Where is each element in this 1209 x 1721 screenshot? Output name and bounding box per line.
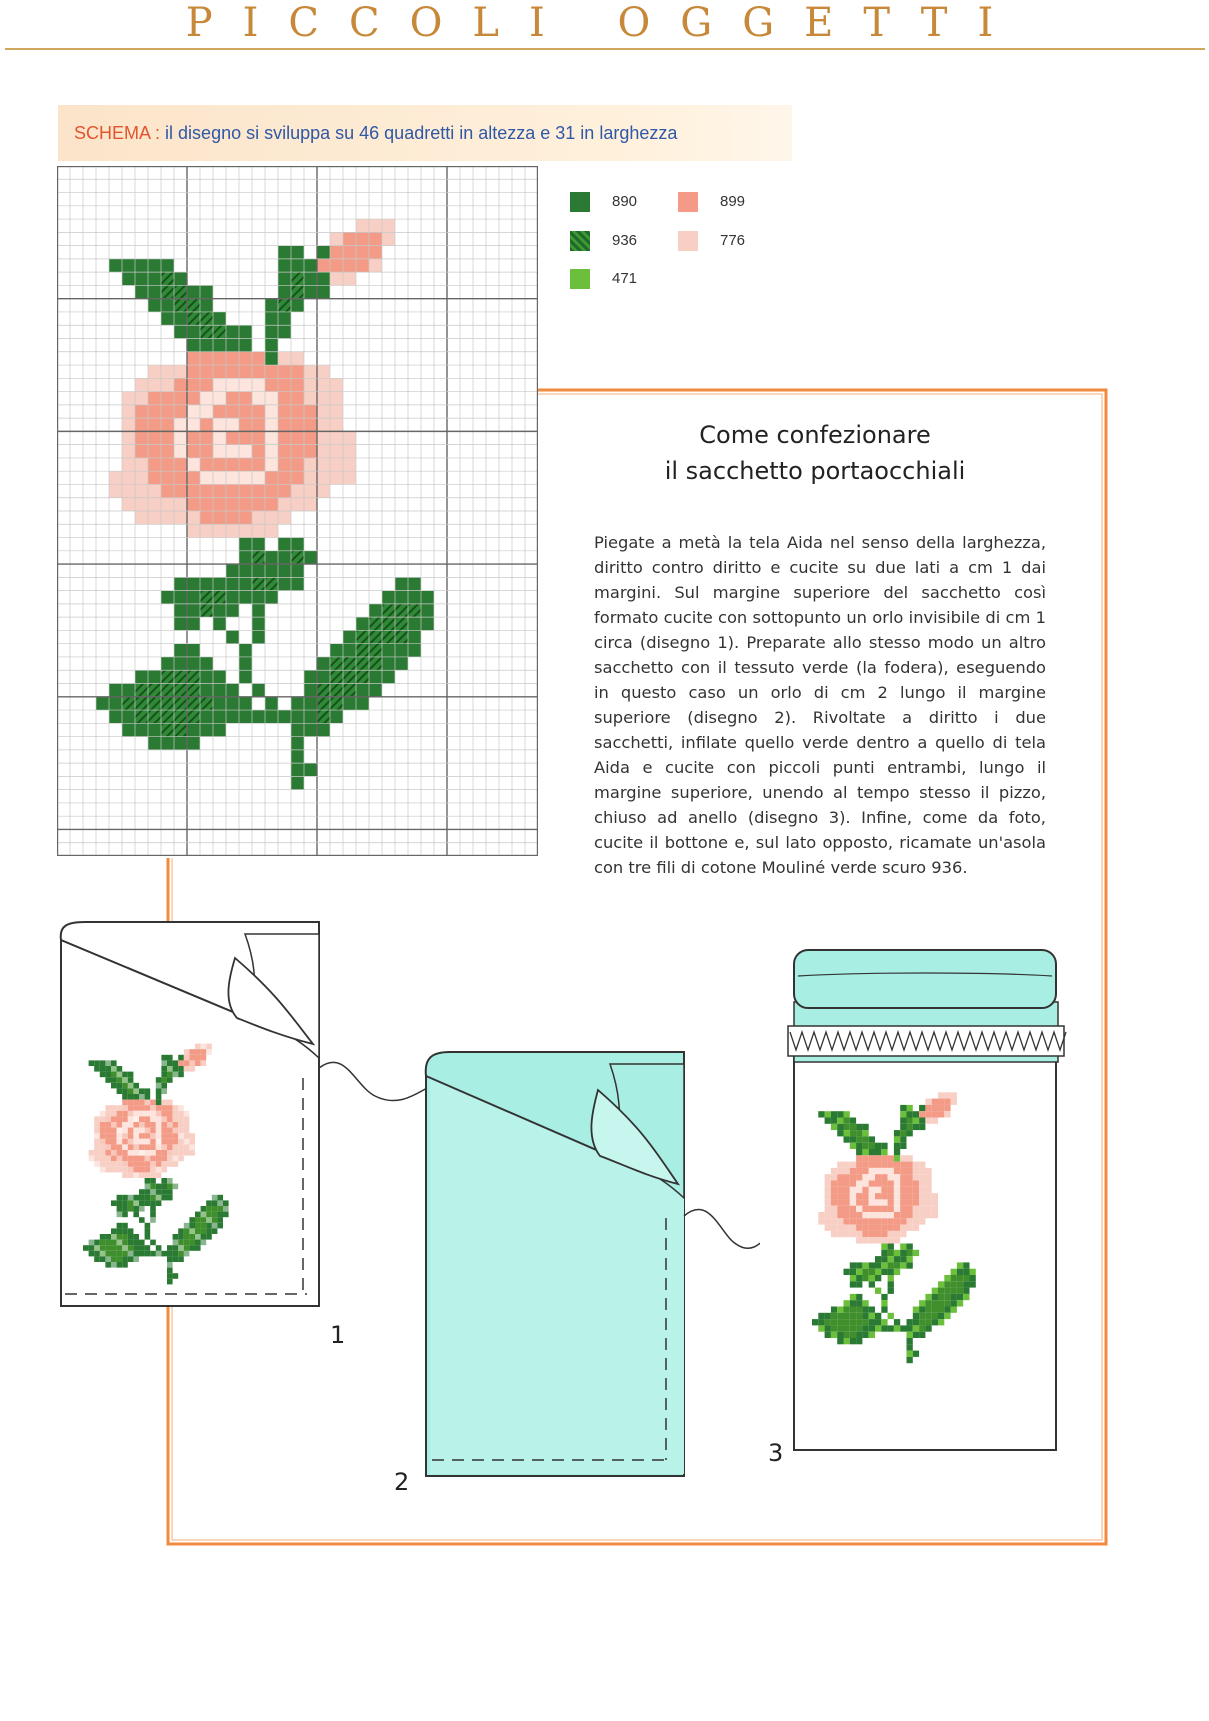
solid-swatch-icon xyxy=(570,269,590,289)
diagram-3 xyxy=(786,946,1086,1466)
chart-grid xyxy=(57,166,538,856)
solid-swatch-icon xyxy=(678,231,698,251)
diagram-1 xyxy=(55,918,475,1318)
lining-pouch-illustration xyxy=(426,1052,760,1476)
instructions-body xyxy=(594,530,1046,880)
diagram-2 xyxy=(420,1048,760,1488)
instructions-title xyxy=(560,417,1070,489)
solid-swatch-icon xyxy=(678,192,698,212)
lace-trim xyxy=(788,1026,1066,1056)
instructions-title-line2: il sacchetto portaocchiali xyxy=(664,457,966,485)
diagram-number-2: 2 xyxy=(394,1468,410,1496)
instructions-title-line1: Come confezionare xyxy=(699,421,931,449)
schema-banner xyxy=(58,105,792,161)
instructions-paragraph: Piegate a metà la tela Aida nel senso della larghezza, diritto contro diritto e cucite su due lati a cm 1 dai margini. Sul margine superiore del sacchetto così formato cucite con sottopunto un orlo invisibile di cm 1 circa (disegno 1). Preparate allo stesso modo un altro sacchetto con il tessuto verde (la fodera), eseguendo in questo caso un orlo di cm 2 lungo il margine superiore (disegno 2). Rivoltate a diritto i due sacchetti, infilate quello verde dentro a quello di tela Aida e cucite con piccoli punti entrambi, lungo il margine superiore, unendo al tempo stesso il pizzo, chiuso ad anello (disegno 3). Infine, come da foto, cucite il bottone e, sul lato opposto, ricamate un'asola con tre fili di cotone Mouliné verde scuro 936. xyxy=(594,533,1046,877)
schema-text: il disegno si sviluppa su 46 quadretti in altezza e 31 in larghezza xyxy=(165,123,678,143)
schema-label: SCHEMA : xyxy=(74,123,161,143)
finished-pouch-illustration xyxy=(788,950,1066,1450)
cross-stitch-chart xyxy=(57,166,538,860)
color-legend: 890 899 936 776 471 xyxy=(570,192,810,302)
aida-pouch-illustration xyxy=(61,922,427,1306)
solid-swatch-icon xyxy=(570,192,590,212)
diagram-number-1: 1 xyxy=(330,1321,346,1349)
hatched-swatch-icon xyxy=(570,231,590,251)
diagram-number-3: 3 xyxy=(768,1439,784,1467)
page-title: PICCOLI OGGETTI xyxy=(185,0,1024,46)
header-rule xyxy=(5,48,1205,50)
